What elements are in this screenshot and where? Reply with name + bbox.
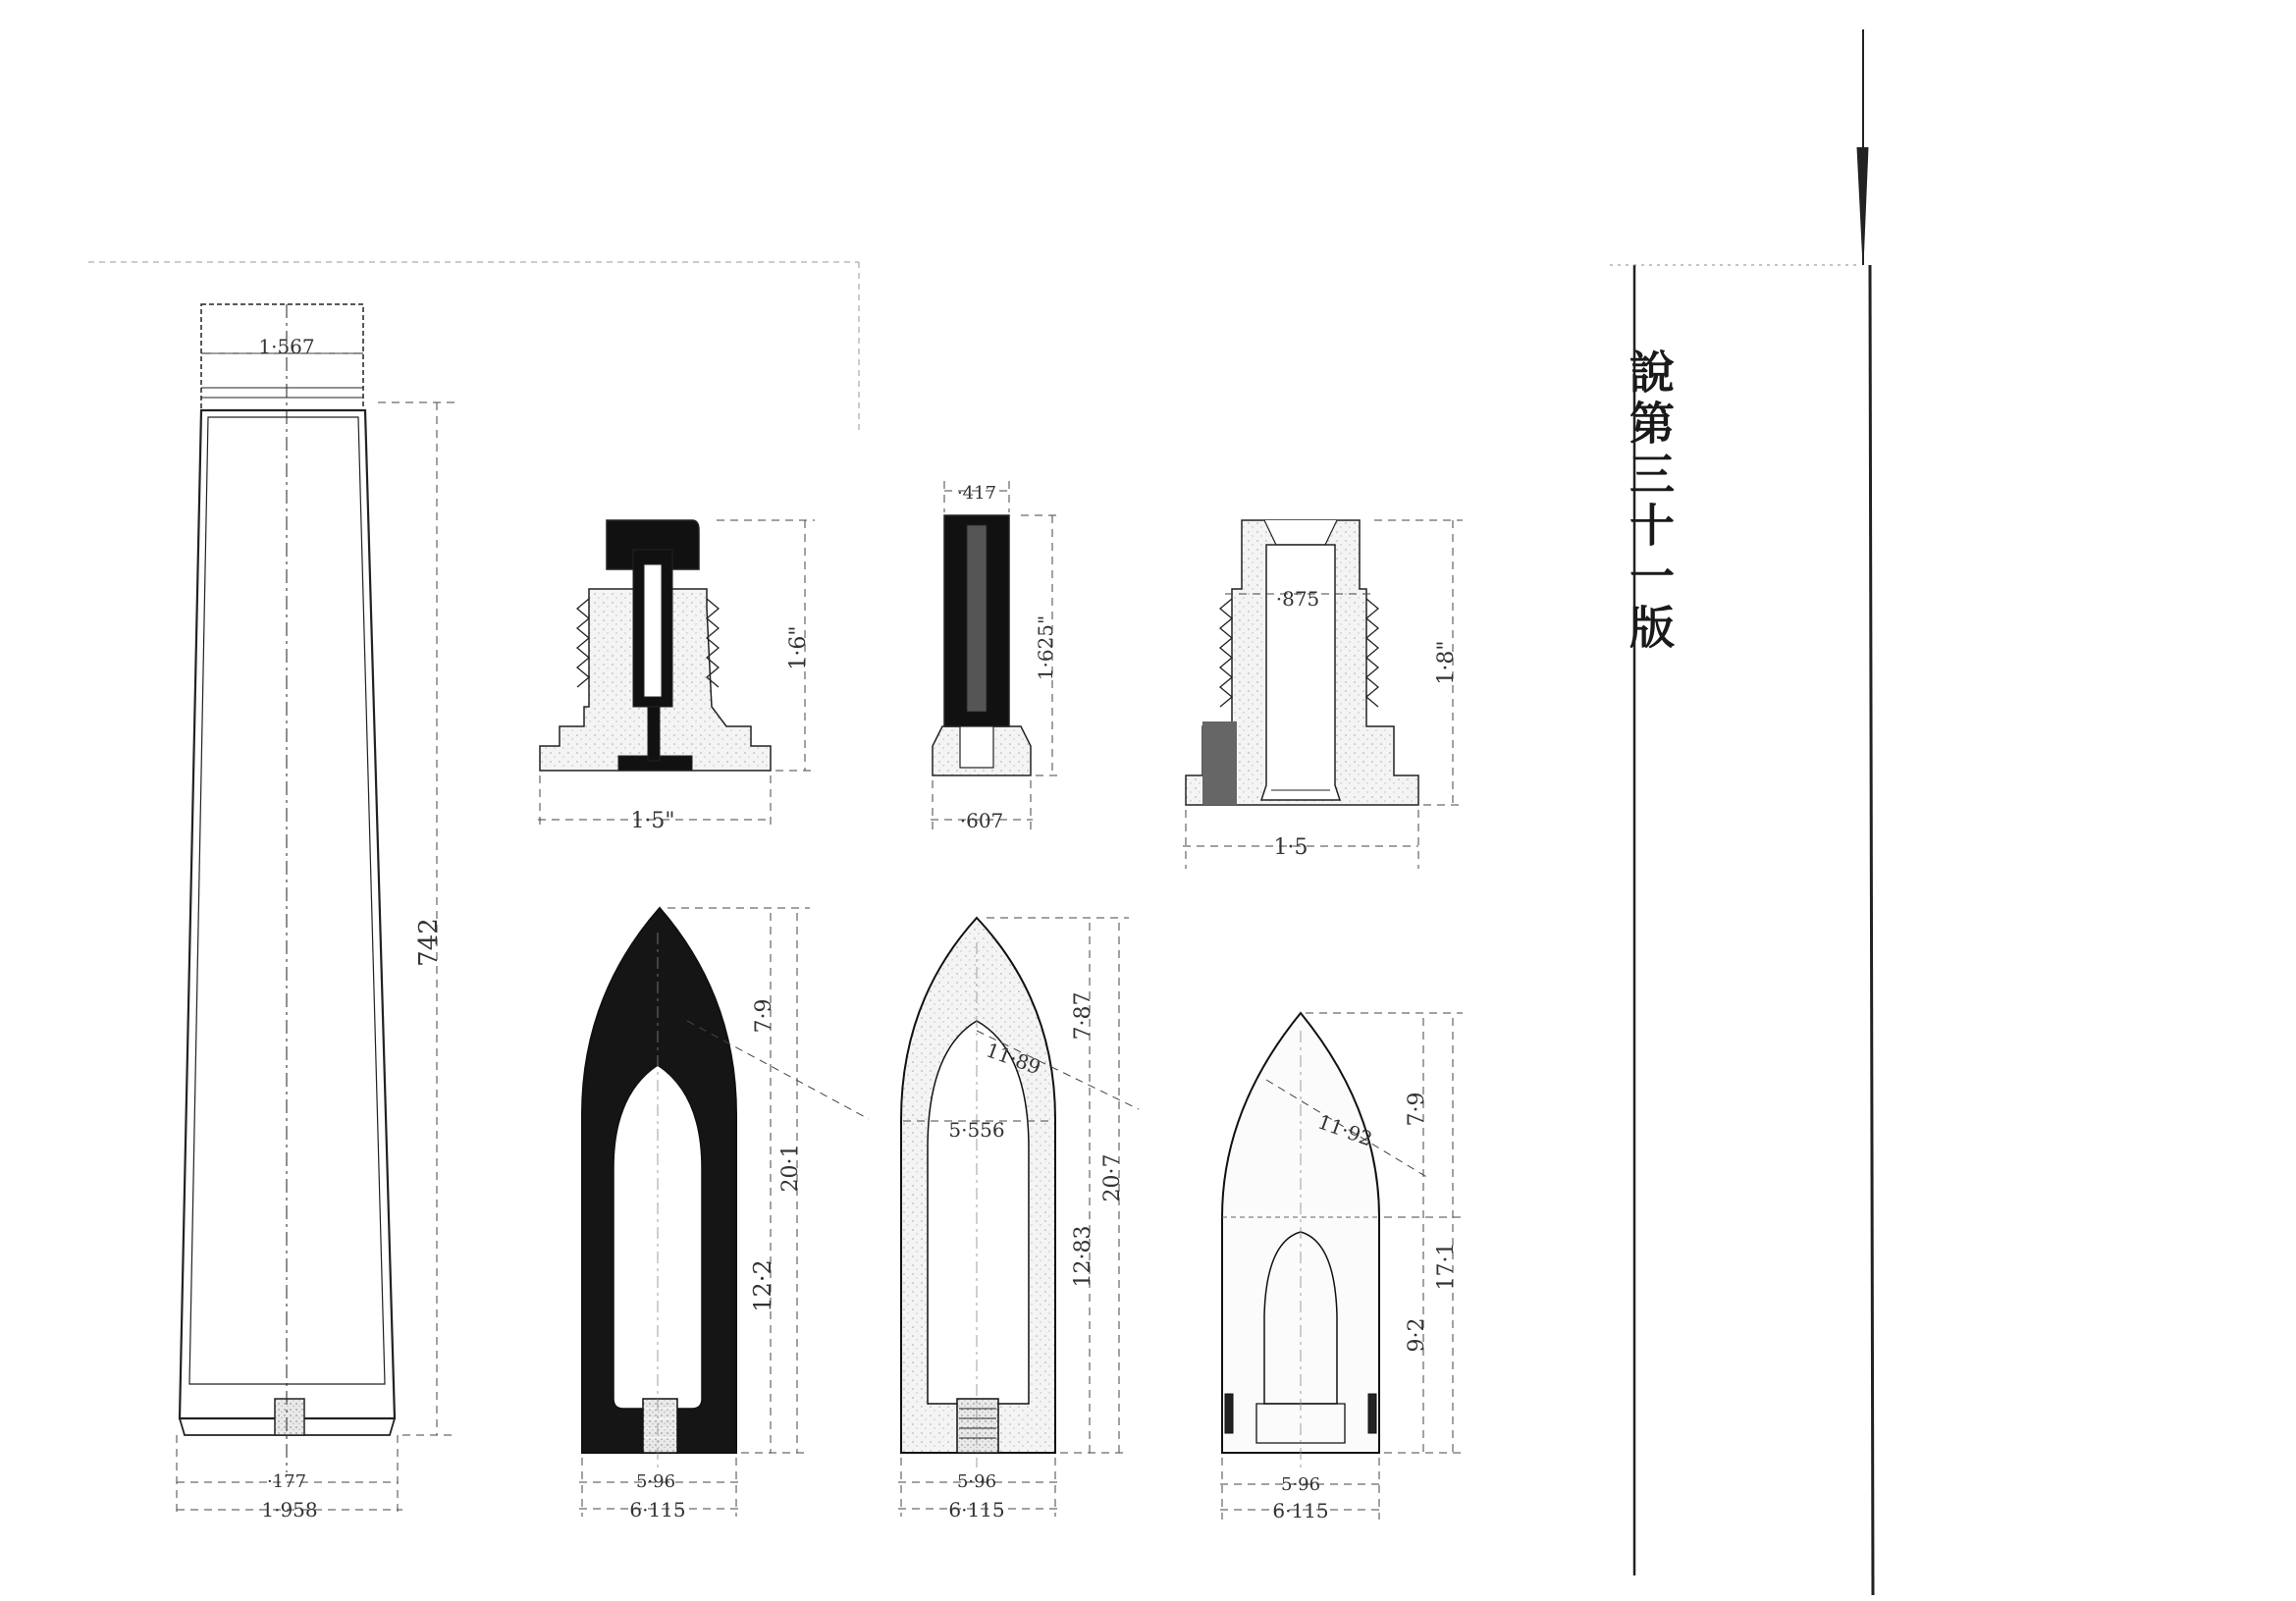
fuze-a-width-dim: 1·5"	[630, 809, 675, 833]
shell-1-ogive-dim: 7·9	[752, 998, 776, 1034]
shell-3-body-dim: 9·2	[1405, 1317, 1429, 1353]
shell-3-radius-dim: 11·92	[1314, 1109, 1376, 1151]
case-rim-dim: ·177	[266, 1471, 307, 1492]
fuze-a	[538, 520, 815, 829]
shell-3	[1220, 1013, 1463, 1520]
shell-1-base-dim: 6·115	[629, 1498, 686, 1521]
cartridge-case	[177, 304, 456, 1517]
primer-b-top-dim: ·417	[956, 483, 997, 504]
shell-2-band-dim: 5·96	[956, 1471, 997, 1492]
case-length-dim: 742	[414, 918, 444, 967]
shell-1-total-dim: 20·1	[778, 1144, 803, 1193]
primer-b-width-dim: ·607	[959, 809, 1004, 832]
shell-3-ogive-dim: 7·9	[1405, 1092, 1429, 1127]
shell-3-band-dim: 5·96	[1280, 1474, 1321, 1495]
shell-2-body-dim: 12·83	[1071, 1225, 1095, 1288]
shell-2-ogive-dim: 7·87	[1071, 991, 1095, 1041]
shell-1-body-dim: 12·2	[749, 1259, 776, 1312]
shell-1	[579, 908, 869, 1517]
fuze-c	[1183, 520, 1463, 869]
shell-3-base-dim: 6·115	[1272, 1499, 1329, 1522]
fuze-a-height-dim: 1·6"	[786, 625, 811, 670]
shell-2-radius-dim: 11·89	[983, 1038, 1044, 1080]
fuze-c-height-dim: 1·8"	[1434, 640, 1459, 685]
fuze-c-bore-dim: ·875	[1275, 587, 1320, 611]
primer-b-height-dim: 1·625"	[1034, 614, 1057, 681]
case-base-dim: 1·958	[261, 1498, 318, 1521]
case-neck-dim: 1·567	[258, 335, 315, 358]
shell-2	[898, 918, 1139, 1517]
shell-2-total-dim: 20·7	[1100, 1153, 1125, 1202]
shell-3-total-dim: 17·1	[1434, 1242, 1459, 1291]
shell-2-cavity-dim: 5·556	[948, 1118, 1005, 1142]
shell-1-band-dim: 5·96	[635, 1471, 676, 1492]
plate-title: 說第三十一版	[1623, 348, 1676, 655]
shell-2-base-dim: 6·115	[948, 1498, 1005, 1521]
fuze-c-width-dim: 1·5	[1273, 835, 1308, 860]
